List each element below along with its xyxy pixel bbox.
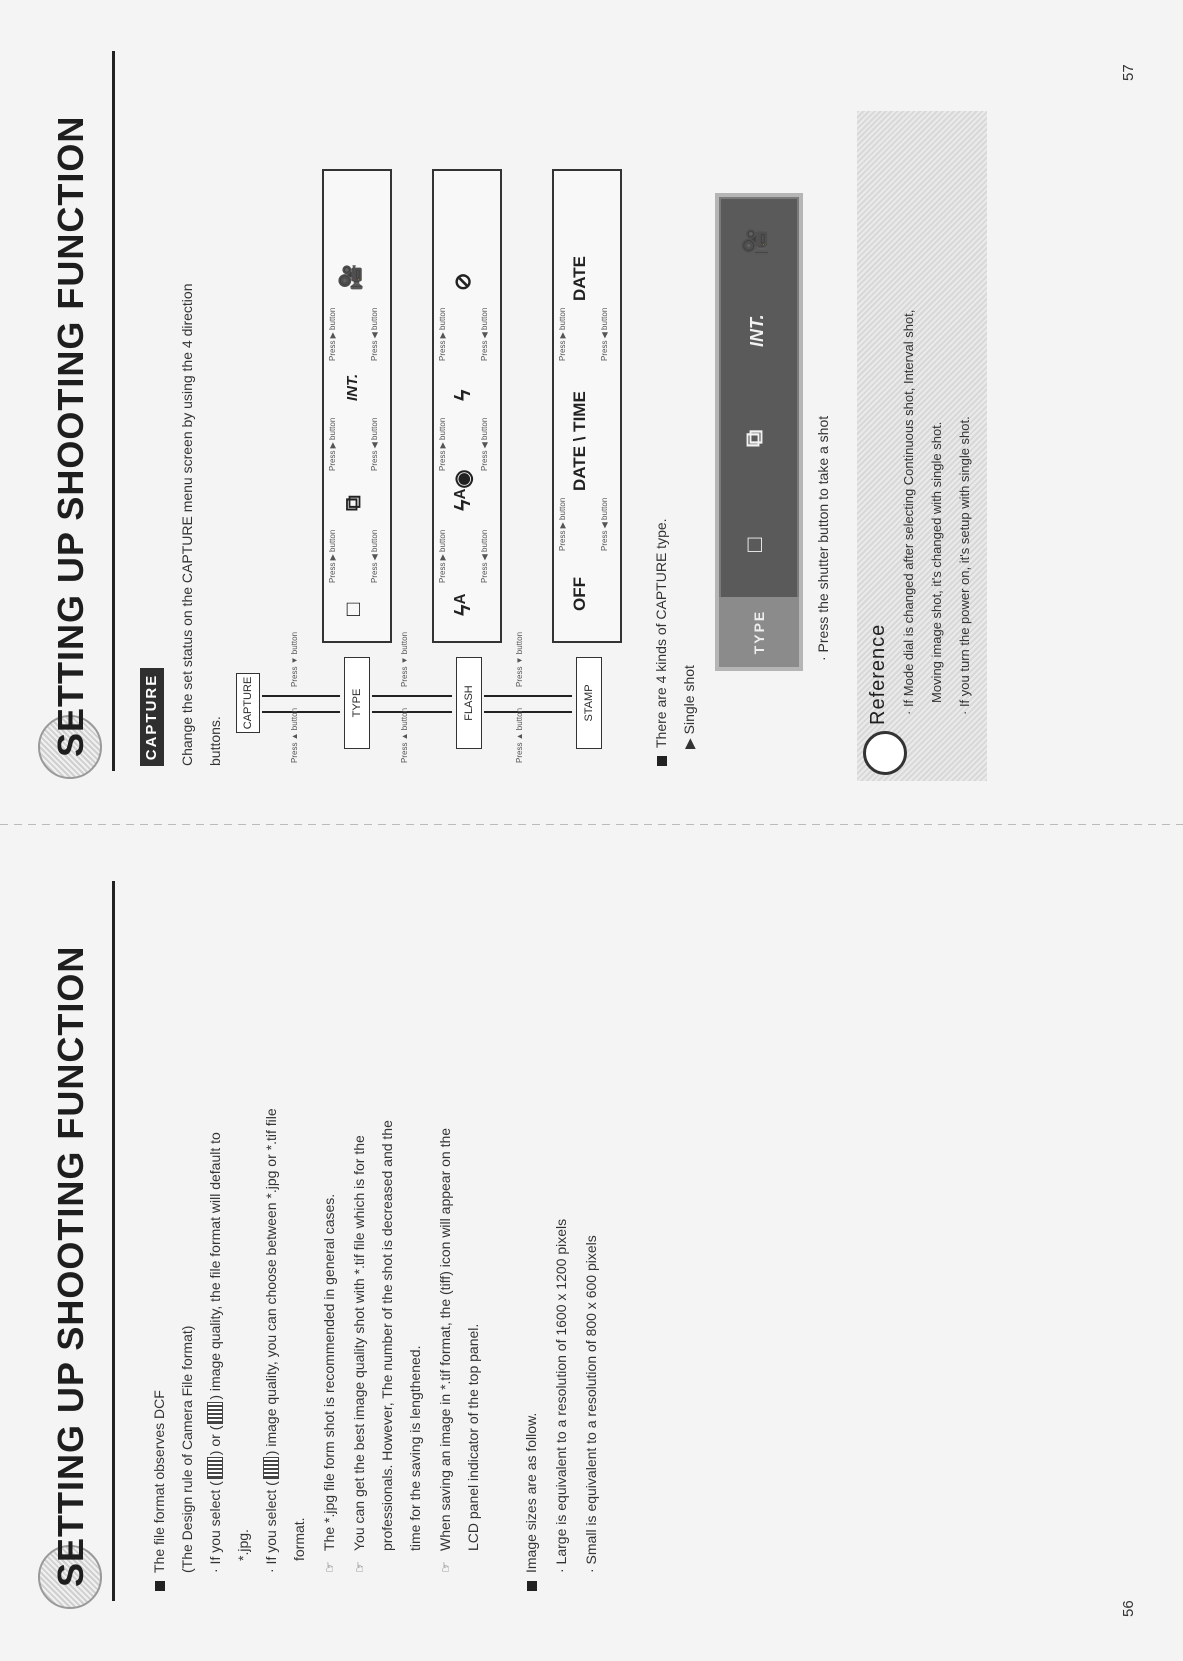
note-3a: ☞When saving an image in *.tif format, the (tiff) icon will appear on the [437,1127,453,1573]
page-title-block [32,881,122,1601]
press-up-label: Press ▲ button [290,707,299,763]
page-number: 56 [1120,1600,1137,1617]
arrow-down-icon [262,695,340,697]
press-right-label: Press ▶ button [438,307,447,361]
format-line3: · If you select () or () image quality, the file format will default to [207,1132,223,1573]
reference-line1: · If Mode dial is changed after selecting Continuous shot, Interval shot, [901,309,916,715]
flash-off-icon: ⊘ [450,272,475,291]
format-heading: The file format observes DCF [150,1390,168,1591]
intro-line2: buttons. [207,716,223,766]
stamp-date-option: DATE [570,255,589,301]
note-1: ☞The *.jpg file form shot is recommended in general cases. [321,1193,337,1573]
arrow-up-icon [372,711,452,713]
page-title: SETTING UP SHOOTING FUNCTION [50,115,91,757]
intro-line1: Change the set status on the CAPTURE menu screen by using the 4 direction [179,283,195,766]
fill-flash-icon: ϟ [450,389,475,401]
format-line4: *.jpg. [235,1529,251,1561]
press-down-label: Press ▼ button [515,631,524,687]
reference-line2: Moving image shot, it's changed with single shot. [929,421,944,703]
page-divider [0,824,1183,825]
press-left-label: Press ◀ button [480,307,489,361]
normal-quality-icon [207,1402,223,1424]
capture-kinds: There are 4 kinds of CAPTURE type. [652,518,670,766]
press-right-label: Press ▶ button [328,529,337,583]
arrow-up-icon [262,711,340,713]
capture-section-tag: CAPTURE [140,668,164,766]
format-line2: (The Design rule of Camera File format) [179,1325,195,1573]
bullet-square-icon [527,1581,537,1591]
lcd-single-shot-icon: □ [741,537,768,552]
press-right-label: Press ▶ button [438,417,447,471]
title-rule [112,51,115,771]
menu-stamp: STAMP [576,657,602,749]
page-57 [0,0,1183,821]
bullet-square-icon [657,756,667,766]
press-right-label: Press ▶ button [438,529,447,583]
lcd-interval-shot-icon: INT. [747,314,767,347]
small-quality-icon [207,1457,223,1479]
movie-camera-icon: 🎥 [338,263,363,291]
pointing-hand-icon: ☞ [438,1561,453,1573]
lcd-type-label: TYPE [719,597,799,667]
continuous-shot-icon: ⧉ [340,495,365,511]
press-right-label: Press ▶ button [558,307,567,361]
pointing-hand-icon: ☞ [322,1561,337,1573]
page-number: 57 [1120,64,1137,81]
sizes-item1: · Large is equivalent to a resolution of 1600 x 1200 pixels [553,1218,569,1573]
press-left-label: Press ◀ button [480,417,489,471]
super-fine-quality-icon [263,1457,279,1479]
sizes-item2: · Small is equivalent to a resolution of 800 x 600 pixels [583,1235,599,1573]
note-3b: LCD panel indicator of the top panel. [465,1323,481,1551]
press-right-label: Press ▶ button [558,497,567,551]
note-2b: professionals. However, The number of the shot is decreased and the [379,1120,395,1551]
menu-type: TYPE [344,657,370,749]
press-down-label: Press ▼ button [400,631,409,687]
lcd-movie-camera-icon: 🎥 [742,227,769,257]
format-line6: format. [291,1517,307,1561]
menu-flash: FLASH [456,657,482,749]
page-title-block [32,51,122,771]
press-left-label: Press ◀ button [370,417,379,471]
note-2c: time for the saving is lengthened. [407,1345,423,1551]
page-56 [0,831,1183,1661]
arrow-down-icon [484,695,572,697]
reference-box [857,111,987,781]
lcd-type-display [715,193,803,671]
press-shutter-note: · Press the shutter button to take a shot [815,415,831,661]
arrow-up-icon [484,711,572,713]
press-right-label: Press ▶ button [328,417,337,471]
smiley-face-icon [863,731,907,775]
stamp-off-option: OFF [570,577,589,611]
page-title: SETTING UP SHOOTING FUNCTION [50,945,91,1587]
single-shot-icon: □ [340,602,365,616]
press-left-label: Press ◀ button [370,307,379,361]
reference-title: Reference [867,623,889,725]
press-left-label: Press ◀ button [600,307,609,361]
interval-shot-icon: INT. [344,373,361,401]
note-2a: ☞You can get the best image quality shot with *.tif file which is for the [351,1135,367,1573]
menu-capture: CAPTURE [236,673,260,733]
press-right-label: Press ▶ button [328,307,337,361]
press-left-label: Press ◀ button [370,529,379,583]
auto-flash-icon: ϟᴬ [450,593,475,616]
press-left-label: Press ◀ button [480,529,489,583]
press-left-label: Press ◀ button [600,497,609,551]
lcd-continuous-shot-icon: ⧉ [741,429,768,447]
press-down-label: Press ▼ button [290,631,299,687]
title-rule [112,881,115,1601]
format-line5: · If you select () image quality, you can choose between *.jpg or *.tif file [263,1108,279,1573]
stamp-date-time-option: DATE \ TIME [570,391,589,491]
press-up-label: Press ▲ button [515,707,524,763]
reference-line3: · If you turn the power on, it's setup with single shot. [957,416,972,715]
press-up-label: Press ▲ button [400,707,409,763]
single-shot-label: ▶ Single shot [681,665,697,749]
arrow-down-icon [372,695,452,697]
bullet-square-icon [155,1581,165,1591]
pointing-hand-icon: ☞ [352,1561,367,1573]
red-eye-flash-icon: ϟᴬ◉ [450,469,475,511]
sizes-heading: Image sizes are as follow. [522,1413,540,1591]
